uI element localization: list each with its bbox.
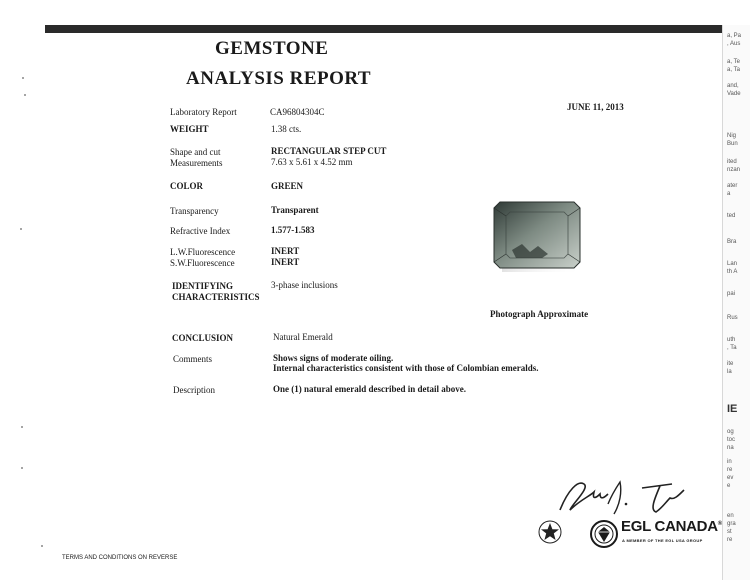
value-refractive-index: 1.577-1.583 bbox=[271, 225, 315, 235]
label-lw-fluorescence: L.W.Fluorescence bbox=[170, 247, 236, 257]
value-color: GREEN bbox=[271, 181, 304, 191]
value-description: One (1) natural emerald described in detail above. bbox=[273, 384, 466, 394]
label-sw-fluorescence: S.W.Fluorescence bbox=[170, 258, 235, 268]
strip-text: Nig bbox=[727, 133, 737, 139]
scan-speck bbox=[20, 228, 22, 230]
label-refractive-index: Refractive Index bbox=[170, 226, 231, 236]
strip-text: Lan bbox=[727, 261, 738, 267]
strip-text: Vade bbox=[727, 91, 741, 97]
strip-text: and, bbox=[727, 83, 739, 89]
strip-text: la bbox=[727, 369, 732, 375]
label-conclusion: CONCLUSION bbox=[172, 333, 234, 343]
value-sw-fluorescence: INERT bbox=[271, 257, 300, 267]
value-weight: 1.38 cts. bbox=[271, 124, 302, 134]
terms-notice: TERMS AND CONDITIONS ON REVERSE bbox=[62, 555, 178, 561]
strip-text: , Ta bbox=[727, 345, 737, 351]
label-comments: Comments bbox=[173, 354, 213, 364]
strip-text: st bbox=[727, 529, 732, 535]
strip-text: en bbox=[727, 513, 734, 519]
strip-text: a bbox=[727, 191, 731, 197]
value-comments-line1: Shows signs of moderate oiling. bbox=[273, 353, 394, 363]
value-comments-line2: Internal characteristics consistent with those of Colombian emeralds. bbox=[273, 363, 539, 373]
label-characteristics: CHARACTERISTICS bbox=[172, 292, 260, 302]
label-measurements: Measurements bbox=[170, 158, 223, 168]
strip-text: ted bbox=[727, 213, 736, 219]
star-seal-icon bbox=[538, 520, 562, 544]
strip-text: ite bbox=[727, 361, 734, 367]
strip-text: a, Ta bbox=[727, 67, 740, 73]
label-transparency: Transparency bbox=[170, 206, 219, 216]
scan-speck bbox=[41, 545, 43, 547]
value-transparency: Transparent bbox=[271, 205, 319, 215]
strip-text: ited bbox=[727, 159, 737, 165]
report-title-line2: ANALYSIS REPORT bbox=[186, 68, 372, 89]
strip-text: nzan bbox=[727, 167, 741, 173]
strip-text: a, Pa bbox=[727, 33, 742, 39]
strip-text: e bbox=[727, 483, 731, 489]
strip-text: ater bbox=[727, 183, 738, 189]
strip-text: gra bbox=[727, 521, 736, 527]
scan-speck bbox=[22, 77, 24, 79]
label-identifying: IDENTIFYING bbox=[172, 281, 234, 291]
strip-text: IE bbox=[727, 403, 738, 415]
scan-speck bbox=[21, 467, 23, 469]
strip-text: th A bbox=[727, 269, 738, 275]
label-shape-and-cut: Shape and cut bbox=[170, 147, 221, 157]
strip-text: , Aus bbox=[727, 41, 741, 47]
scan-speck bbox=[24, 94, 26, 96]
brand-tagline: A MEMBER OF THE EGL USA GROUP bbox=[622, 538, 703, 543]
report-date: JUNE 11, 2013 bbox=[567, 102, 624, 112]
value-lw-fluorescence: INERT bbox=[271, 246, 300, 256]
label-laboratory-report: Laboratory Report bbox=[170, 107, 237, 117]
strip-text: a, Te bbox=[727, 59, 740, 65]
strip-text: re bbox=[727, 467, 733, 473]
label-weight: WEIGHT bbox=[170, 124, 209, 134]
egl-canada-brand bbox=[621, 518, 722, 535]
photo-caption: Photograph Approximate bbox=[490, 309, 589, 319]
strip-text: uth bbox=[727, 337, 736, 343]
value-conclusion: Natural Emerald bbox=[273, 332, 333, 342]
strip-text: Bun bbox=[727, 141, 738, 147]
strip-text: ev bbox=[727, 475, 734, 481]
strip-text: pai bbox=[727, 291, 736, 297]
strip-text: toc bbox=[727, 437, 736, 443]
label-description: Description bbox=[173, 385, 215, 395]
scan-speck bbox=[21, 426, 23, 428]
strip-text: in bbox=[727, 459, 732, 465]
adjacent-page-strip bbox=[722, 25, 750, 580]
egl-logo-icon bbox=[590, 520, 618, 548]
label-color: COLOR bbox=[170, 181, 204, 191]
strip-text: Bra bbox=[727, 239, 737, 245]
strip-text: Rus bbox=[727, 315, 738, 321]
brand-name: EGL CANADA bbox=[621, 518, 718, 535]
emerald-photo bbox=[492, 200, 584, 275]
value-laboratory-report: CA96804304C bbox=[270, 107, 325, 117]
signature bbox=[550, 470, 700, 520]
report-title-line1: GEMSTONE bbox=[215, 38, 329, 59]
registered-mark: ® bbox=[717, 521, 722, 527]
strip-text: re bbox=[727, 537, 733, 543]
value-shape-and-cut: RECTANGULAR STEP CUT bbox=[271, 146, 387, 156]
value-identifying-characteristics: 3-phase inclusions bbox=[271, 280, 338, 290]
strip-text: na bbox=[727, 445, 734, 451]
value-measurements: 7.63 x 5.61 x 4.52 mm bbox=[271, 157, 353, 167]
strip-text: og bbox=[727, 429, 734, 435]
header-bar bbox=[45, 25, 725, 33]
